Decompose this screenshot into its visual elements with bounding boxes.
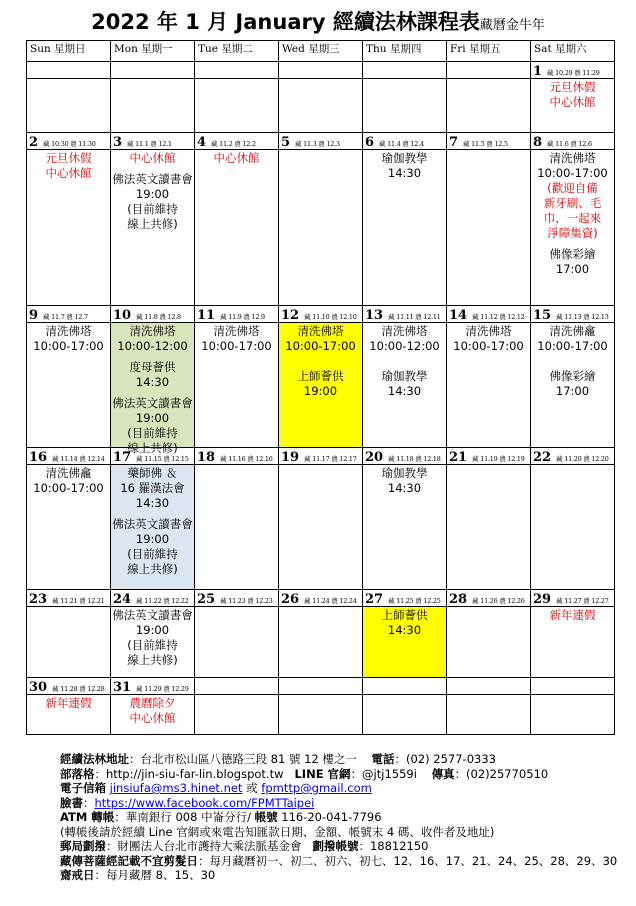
day-events [363,607,446,677]
day-header [447,590,530,607]
day-cell[interactable] [27,448,111,590]
week-row [27,306,615,448]
atm-label: ATM 轉帳 [60,810,115,824]
day-events [111,465,194,589]
day-cell[interactable] [27,590,111,678]
day-header [111,62,194,79]
day-number: 27 [365,592,384,607]
day-header [279,62,362,79]
day-events [447,79,530,132]
day-number: 17 [113,450,132,465]
email-or: 或 [246,781,258,795]
event-text: 清洗佛塔 10:00-17:00 [285,324,356,353]
day-events [195,465,278,589]
day-header [27,590,110,607]
day-number: 23 [29,592,48,607]
day-events [531,79,614,132]
footer-atm-line [60,810,630,825]
event-text: 中心休館 [213,151,260,165]
day-events [195,695,278,734]
day-header [27,133,110,150]
weekday-fri: Fri 星期五 [447,41,531,62]
day-cell[interactable] [111,448,195,590]
day-events [195,607,278,677]
day-cell[interactable] [195,590,279,678]
account-value: 116-20-041-7796 [281,810,382,824]
lunar-date: 藏 11.12 農 12.12 [472,313,525,321]
day-events [363,323,446,447]
day-number: 12 [281,308,300,323]
lunar-date: 藏 11.5 農 12.5 [463,140,508,148]
lunar-date: 藏 11.26 農 12.26 [472,597,525,605]
empty-day-cell [447,62,531,133]
day-events [279,323,362,447]
day-events [279,150,362,305]
day-cell[interactable] [279,590,363,678]
day-header [447,678,530,695]
lunar-date: 藏 11.21 農 12.21 [52,597,105,605]
phone-value: ：(02) 2577-0333 [394,752,496,766]
day-header [531,306,614,323]
day-events [363,79,446,132]
event-text: 清洗佛塔 10:00-17:00 [453,324,524,353]
haircut-value: ：每月藏曆初一、初二、初六、初七、12、16、17、21、24、25、28、29、30 [198,853,618,868]
event-text: 中心休館 [129,151,176,165]
day-number: 11 [197,308,216,323]
lunar-date: 藏 11.2 農 12.2 [211,140,256,148]
event-text: 清洗佛塔 10:00-12:00 [117,324,188,353]
day-events [111,150,194,305]
lunar-date: 藏 11.28 農 12.28 [52,685,105,693]
day-cell[interactable] [363,590,447,678]
title-main: 2022 年 1 月 January 經續法林課程表 [91,10,480,34]
haircut-label: 藏傳菩薩經記載不宜剪髮日 [60,853,198,868]
day-header [27,62,110,79]
day-cell[interactable] [363,133,447,306]
day-events [531,607,614,677]
facebook-link[interactable]: https://www.facebook.com/FPMTTaipei [94,795,315,810]
event-text: 清洗佛塔 10:00-17:00 [201,324,272,353]
day-number: 20 [365,450,384,465]
weekday-sun: Sun 星期日 [27,41,111,62]
day-cell[interactable] [447,448,531,590]
event-text: 瑜伽教學 14:30 [381,369,428,398]
day-events [279,79,362,132]
calendar-title [0,6,636,36]
weekday-wed: Wed 星期三 [279,41,363,62]
empty-day-cell [195,62,279,133]
day-header [279,678,362,695]
day-events [27,79,110,132]
empty-day-cell [111,62,195,133]
empty-day-cell [363,62,447,133]
fax-label: 傳真 [431,766,455,781]
day-number: 10 [113,308,132,323]
day-events [363,695,446,734]
lunar-date: 藏 11.14 農 12.14 [52,455,105,463]
day-number: 9 [29,308,39,323]
day-number: 26 [281,592,300,607]
lunar-date: 藏 10.30 農 11.30 [43,140,96,148]
day-header [195,590,278,607]
day-cell[interactable] [111,590,195,678]
event-text: 藥師佛 ＆ 16 羅漢法會 14:30 [120,466,185,510]
day-events [447,323,530,447]
day-header [27,448,110,465]
empty-day-cell [531,678,615,735]
blog-value[interactable]: ：http://jin-siu-far-lin.blogspot.tw [94,766,284,781]
day-cell[interactable] [27,133,111,306]
lunar-date: 藏 11.23 農 12.23 [220,597,273,605]
day-events [111,79,194,132]
lunar-date: 藏 11.4 農 12.4 [379,140,424,148]
day-events [27,150,110,305]
day-events [279,695,362,734]
day-header [111,590,194,607]
day-events [111,323,194,455]
email-link-2[interactable]: fpmttp@gmail.com [261,781,372,795]
day-cell[interactable] [531,590,615,678]
day-header [111,133,194,150]
lunar-date: 藏 11.3 農 12.3 [295,140,340,148]
lunar-date: 藏 11.7 農 12.7 [43,313,88,321]
lunar-date: 藏 11.8 農 12.8 [136,313,181,321]
day-cell[interactable] [363,306,447,448]
day-number: 6 [365,135,375,150]
release-value: ：每月藏曆 8、15、30 [94,868,216,882]
event-text: 元旦休假 中心休館 [45,151,92,180]
day-events [531,695,614,734]
day-number: 21 [449,450,468,465]
day-header [195,678,278,695]
day-header [279,306,362,323]
event-text: 清洗佛龕 10:00-17:00 [537,324,608,353]
day-header [195,306,278,323]
day-cell[interactable] [111,306,195,455]
day-events [447,695,530,734]
day-cell[interactable] [279,133,363,306]
title-sub: 藏曆金牛年 [479,18,545,33]
day-cell[interactable] [531,62,615,133]
event-text: 清洗佛塔 10:00-17:00 [537,151,608,180]
day-number: 16 [29,450,48,465]
lunar-date: 藏 11.11 農 12.11 [388,313,441,321]
event-text: 農曆除夕 中心休館 [129,696,176,725]
day-header [531,62,614,79]
day-cell[interactable] [195,306,279,448]
lunar-date: 藏 11.22 農 12.22 [136,597,189,605]
event-text: 新年連假 [45,696,92,710]
day-header [531,678,614,695]
calendar-table [26,40,615,735]
day-cell[interactable] [363,448,447,590]
footer-postal-line [60,839,630,854]
event-text: 度母薈供 14:30 [129,360,176,389]
postal-account-label: 劃撥帳號 [312,839,359,853]
weekday-header-row [27,41,615,62]
day-header [447,306,530,323]
email-label: 電子信箱 [60,781,106,795]
day-cell[interactable] [531,306,615,448]
lunar-date: 藏 11.20 農 12.20 [556,455,609,463]
day-header [363,448,446,465]
event-text: 佛像彩繪 17:00 [549,369,596,398]
lunar-date: 藏 11.24 農 12.24 [304,597,357,605]
atm-value: ：華南銀行 008 中崙分行/ [114,810,251,824]
day-number: 19 [281,450,300,465]
day-header [531,590,614,607]
blog-label: 部落格 [60,766,95,781]
day-events [531,150,614,305]
event-text: 清洗佛塔 10:00-12:00 [369,324,440,353]
day-events [195,323,278,447]
lunar-date: 藏 11.1 農 12.1 [127,140,172,148]
empty-day-cell [279,62,363,133]
day-cell[interactable] [447,590,531,678]
day-header [279,448,362,465]
day-header [531,448,614,465]
day-header [363,133,446,150]
day-events [27,465,110,589]
day-number: 7 [449,135,459,150]
weekday-thu: Thu 星期四 [363,41,447,62]
day-number: 15 [533,308,552,323]
lunar-date: 藏 11.29 農 12.29 [136,685,189,693]
day-header [27,678,110,695]
day-events [363,150,446,305]
event-text: 上師薈供 19:00 [297,369,344,398]
day-number: 29 [533,592,552,607]
day-events [111,607,194,677]
lunar-date: 藏 11.16 農 12.16 [220,455,273,463]
week-row [27,590,615,678]
day-cell[interactable] [195,133,279,306]
event-text: 元旦休假 中心休館 [549,80,596,109]
day-cell[interactable] [279,448,363,590]
lunar-date: 藏 11.19 農 12.19 [472,455,525,463]
lunar-date: 藏 11.17 農 12.17 [304,455,357,463]
event-text: 清洗佛塔 10:00-17:00 [33,324,104,353]
day-number: 5 [281,135,291,150]
week-row [27,62,615,133]
release-label: 齋戒日 [60,868,95,882]
day-number: 4 [197,135,207,150]
day-number: 18 [197,450,216,465]
empty-day-cell [363,678,447,735]
calendar-body [27,62,615,735]
address-label: 經續法林地址 [60,752,129,766]
line-value: ：@jtj1559i [350,766,417,781]
day-header [195,62,278,79]
email-link-1[interactable]: jinsiufa@ms3.hinet.net [109,781,243,795]
day-cell[interactable] [447,306,531,448]
event-text: 佛法英文讀書會 19:00 (目前維持 線上共修) [112,172,193,231]
weekday-tue: Tue 星期二 [195,41,279,62]
fax-value: ：(02)25770510 [454,766,549,781]
week-row [27,448,615,590]
lunar-date: 藏 11.27 農 12.27 [556,597,609,605]
day-number: 22 [533,450,552,465]
day-events [27,695,110,734]
day-header [195,133,278,150]
postal-value: ：財團法人台北市護持大乘法脈基金會 [106,839,302,853]
lunar-date: 藏 11.13 農 12.13 [556,313,609,321]
day-cell[interactable] [279,306,363,448]
day-number: 25 [197,592,216,607]
day-number: 8 [533,135,543,150]
day-events [279,465,362,589]
day-events [531,465,614,589]
week-row [27,133,615,306]
day-cell[interactable] [195,448,279,590]
line-label: LINE 官網 [294,766,351,781]
event-text: 清洗佛龕 10:00-17:00 [33,466,104,495]
event-text: 瑜伽教學 14:30 [381,151,428,180]
day-header [195,448,278,465]
event-text: 佛像彩繪 17:00 [549,247,596,276]
event-text: 佛法英文讀書會 19:00 (目前維持 線上共修) [112,396,193,455]
footer-info [60,752,630,883]
day-cell[interactable] [27,678,111,735]
day-events [195,79,278,132]
day-events [363,465,446,589]
day-events [447,150,530,305]
event-text: 佛法英文讀書會 19:00 (目前維持 線上共修) [112,608,193,667]
day-cell[interactable] [531,133,615,306]
empty-day-cell [27,62,111,133]
day-number: 13 [365,308,384,323]
day-header [447,133,530,150]
day-header [111,678,194,695]
footer-release-line [60,868,630,883]
lunar-date: 藏 11.10 農 12.10 [304,313,357,321]
day-number: 30 [29,680,48,695]
day-header [363,62,446,79]
phone-label: 電話 [371,752,395,766]
day-cell[interactable] [27,306,111,448]
day-events [195,150,278,305]
day-number: 31 [113,680,132,695]
day-header [531,133,614,150]
day-events [279,607,362,677]
footer-address-line [60,752,630,767]
day-header [27,306,110,323]
day-number: 28 [449,592,468,607]
day-header [447,62,530,79]
footer-email-line [60,781,630,796]
day-cell[interactable] [111,678,195,735]
day-header [363,678,446,695]
empty-day-cell [195,678,279,735]
day-header [279,133,362,150]
empty-day-cell [447,678,531,735]
event-text: 瑜伽教學 14:30 [381,466,428,495]
footer-haircut-line [60,854,630,869]
day-cell[interactable] [447,133,531,306]
account-label: 帳號 [254,810,278,824]
lunar-date: 藏 11.6 農 12.6 [547,140,592,148]
day-number: 3 [113,135,123,150]
day-number: 1 [533,64,543,79]
day-events [111,695,194,734]
day-events [447,607,530,677]
lunar-date: 藏 11.25 農 12.25 [388,597,441,605]
lunar-date: 藏 11.15 農 12.15 [136,455,189,463]
day-number: 14 [449,308,468,323]
day-events [27,323,110,447]
day-header [279,590,362,607]
footer-atm-note: (轉帳後請於經續 Line 官網或來電告知匯款日期、金額、帳號末 4 碼、收件者及地址) [60,824,495,839]
address-value: ：台北市松山區八德路三段 81 號 12 樓之一 [129,752,357,766]
day-events [447,465,530,589]
event-text: 新年連假 [549,608,596,622]
event-text: 佛法英文讀書會 19:00 (目前維持 線上共修) [112,517,193,576]
day-number: 2 [29,135,39,150]
day-cell[interactable] [531,448,615,590]
day-events [27,607,110,677]
postal-account-value: ：18812150 [358,839,429,853]
footer-facebook-line: 臉書：https://www.facebook.com/FPMTTaipei [60,795,315,810]
day-cell[interactable] [111,133,195,306]
day-header [363,306,446,323]
weekday-sat: Sat 星期六 [531,41,615,62]
event-text: 上師薈供 14:30 [381,608,428,637]
lunar-date: 藏 10.29 農 11.29 [547,69,600,77]
day-events [531,323,614,447]
postal-label: 郵局劃撥 [60,839,106,853]
lunar-date: 藏 11.9 農 12.9 [220,313,265,321]
day-number: 24 [113,592,132,607]
day-header [363,590,446,607]
day-header [111,448,194,465]
day-header [447,448,530,465]
week-row [27,678,615,735]
facebook-label: 臉書 [60,795,83,810]
day-header [111,306,194,323]
footer-blog-line [60,767,630,782]
event-text: (歡迎自備 新牙刷、毛 巾，一起來 淨障集資) [543,181,602,240]
weekday-mon: Mon 星期一 [111,41,195,62]
empty-day-cell [279,678,363,735]
lunar-date: 藏 11.18 農 12.18 [388,455,441,463]
